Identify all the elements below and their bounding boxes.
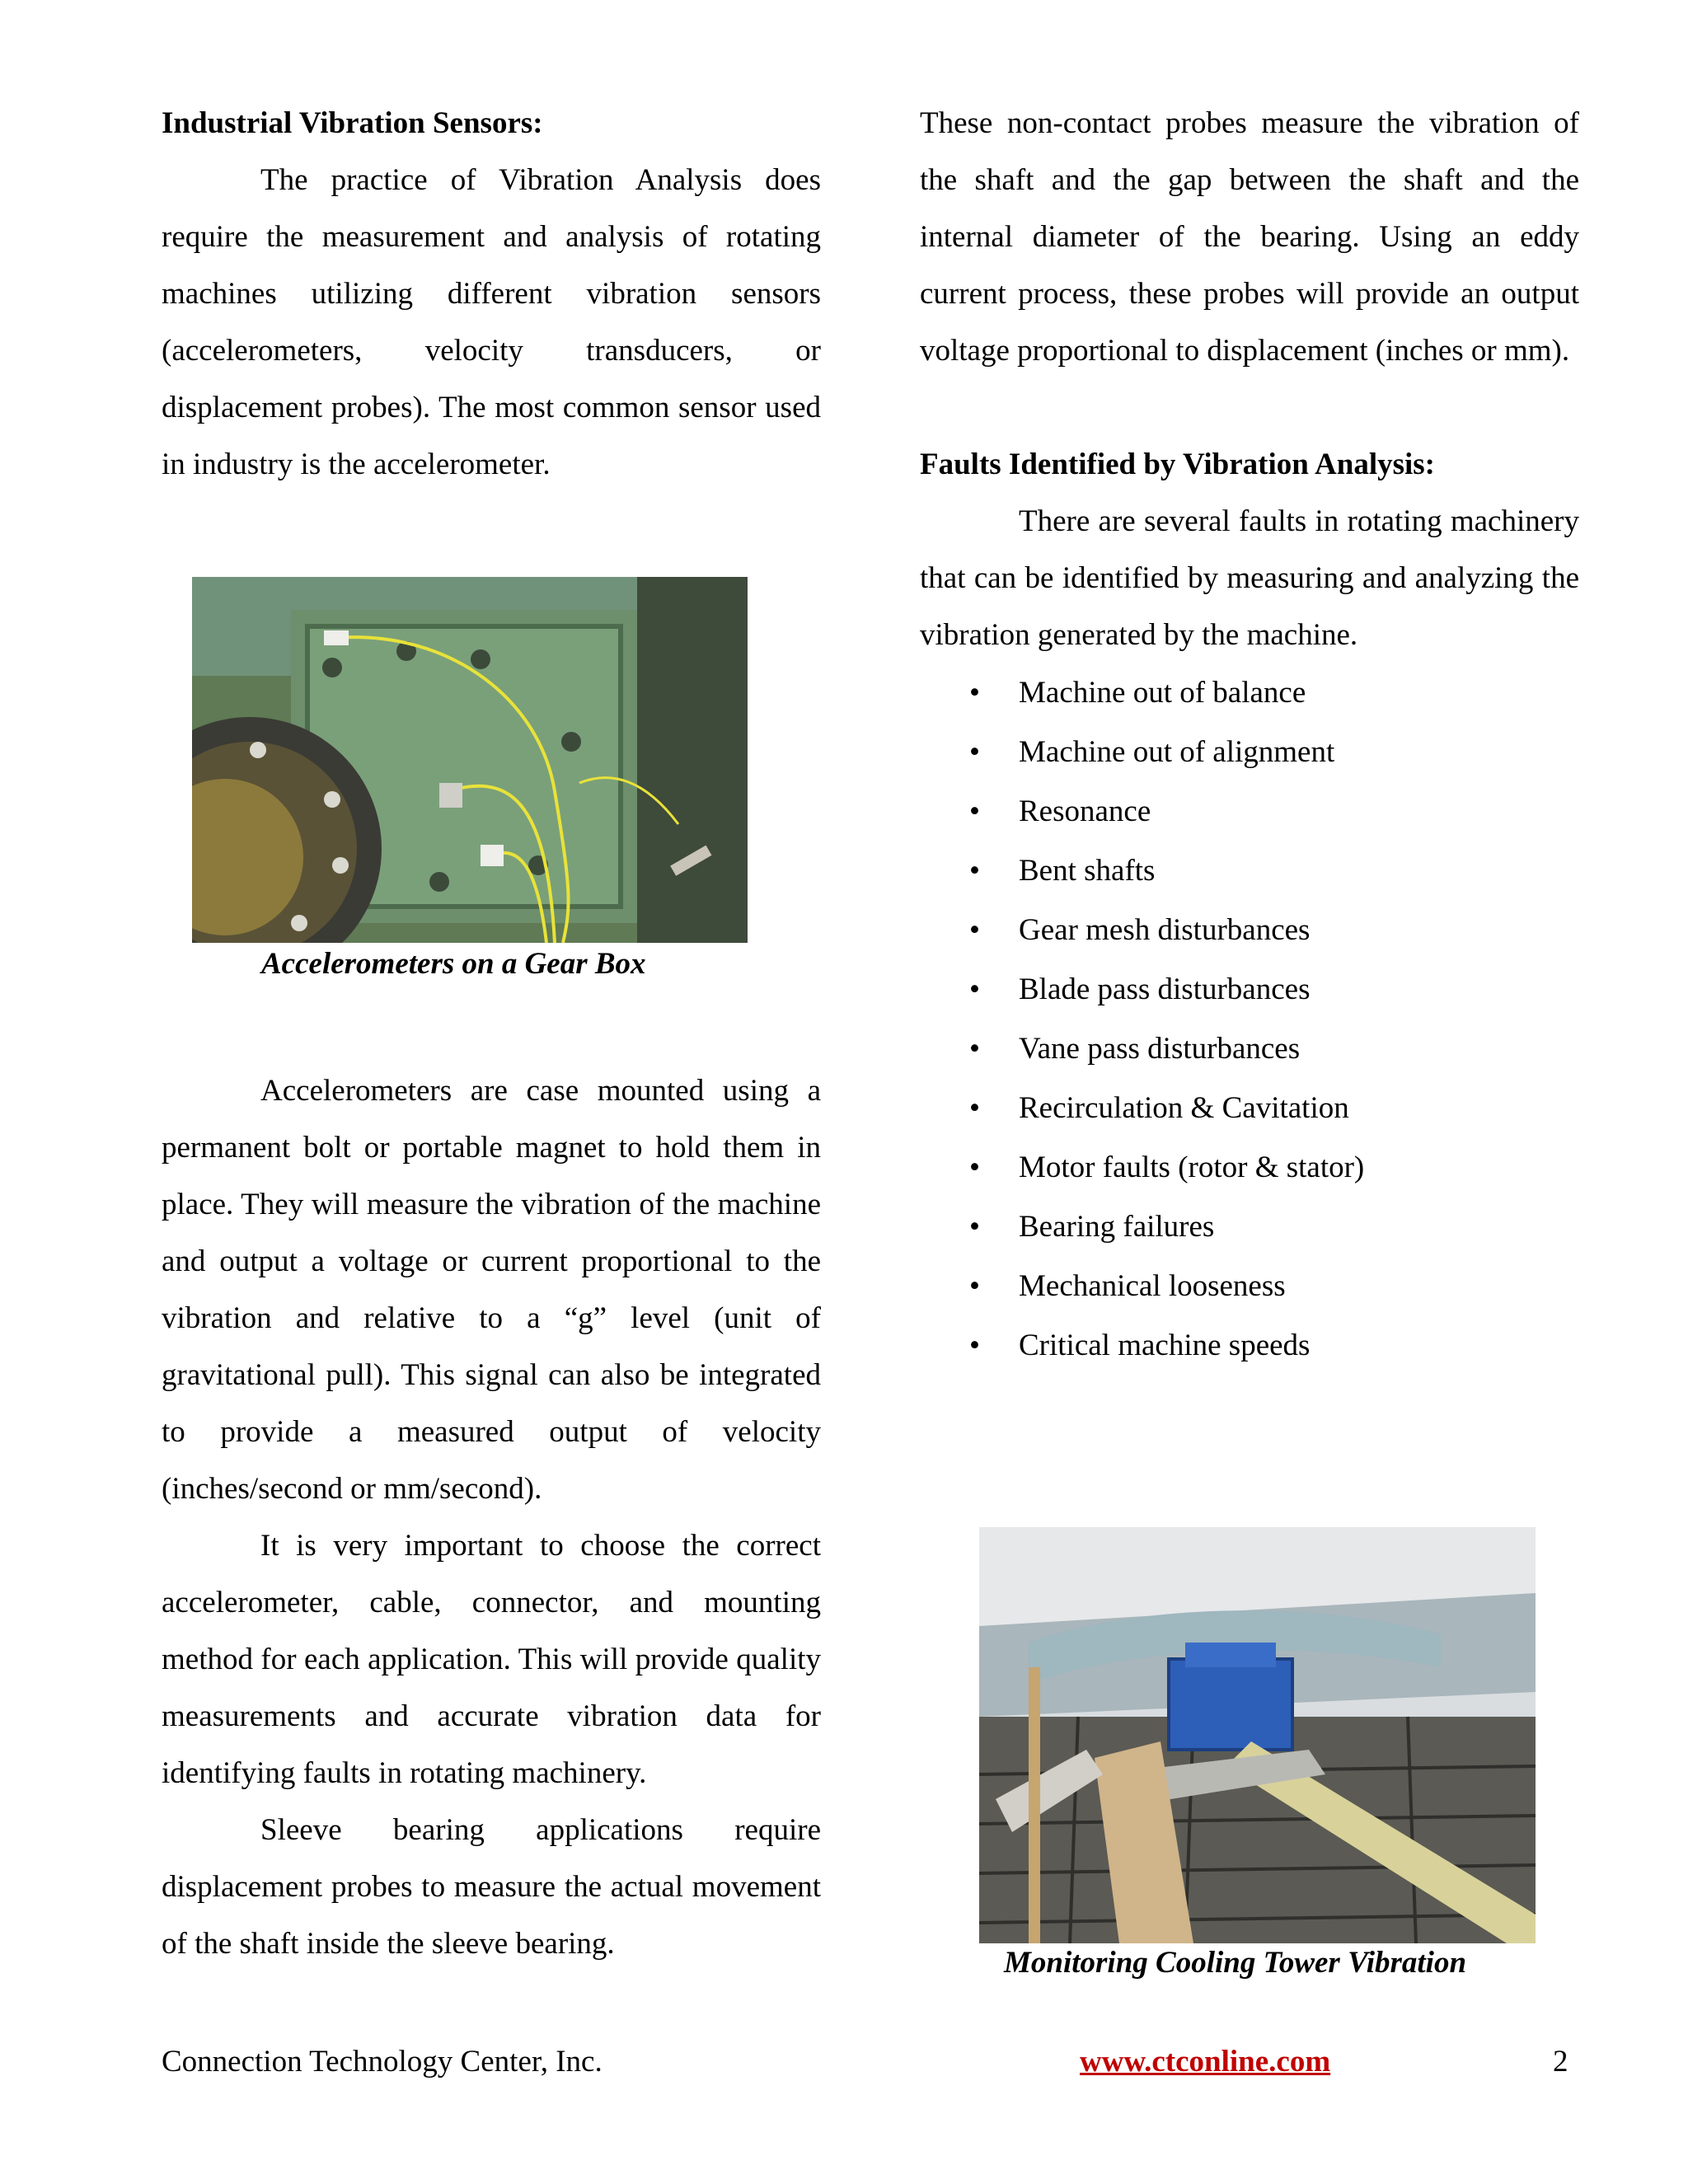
list-item: • Recirculation & Cavitation xyxy=(969,1079,1579,1138)
bullet-icon: • xyxy=(969,1269,980,1303)
list-item: • Motor faults (rotor & stator) xyxy=(969,1138,1579,1197)
list-item: • Mechanical looseness xyxy=(969,1257,1579,1316)
list-item: • Bearing failures xyxy=(969,1197,1579,1257)
page-number: 2 xyxy=(1553,2045,1568,2079)
bullet-icon: • xyxy=(969,794,980,828)
bullet-icon: • xyxy=(969,972,980,1006)
list-item: • Critical machine speeds xyxy=(969,1316,1579,1376)
bullet-icon: • xyxy=(969,1091,980,1125)
paragraph-sleeve-bearing: Sleeve bearing applications require displacement probes to measure the actual movement of the shaft inside the sleeve bearing. xyxy=(162,1813,821,1961)
paragraph-accelerometers: Accelerometers are case mounted using a permanent bolt or portable magnet to hold them in place. They will measure the vibration of the machine and output a voltage or current proportional to the vibration and relative to a “g” level (unit of gravitational pull). This signal can also be integrated to provide a measured output of velocity (inches/second or mm/second). xyxy=(162,1074,821,1506)
list-item: • Resonance xyxy=(969,782,1579,841)
bullet-icon: • xyxy=(969,735,980,769)
faults-list xyxy=(920,663,1579,1376)
list-item: • Machine out of alignment xyxy=(969,723,1579,782)
footer-website-link[interactable]: www.ctconline.com xyxy=(1080,2045,1331,2079)
gearbox-photo xyxy=(192,577,748,943)
list-item: • Vane pass disturbances xyxy=(969,1019,1579,1079)
right-column xyxy=(920,95,1579,1376)
bullet-icon: • xyxy=(969,676,980,710)
section-heading-sensors: Industrial Vibration Sensors: xyxy=(162,106,543,140)
paragraph-faults-intro: There are several faults in rotating machinery that can be identified by measuring and analyzing the vibration generated by the machine. xyxy=(920,504,1579,652)
list-item: • Bent shafts xyxy=(969,841,1579,901)
bullet-icon: • xyxy=(969,913,980,947)
figure1-caption: Accelerometers on a Gear Box xyxy=(261,947,646,981)
bullet-icon: • xyxy=(969,1032,980,1066)
paragraph-non-contact-probes: These non-contact probes measure the vibration of the shaft and the gap between the shaft and the internal diameter of the bearing. Using an eddy current process, these probes will provide an output voltage proportional to displacement (inches or mm). xyxy=(920,106,1579,368)
bullet-icon: • xyxy=(969,1210,980,1244)
left-column-lower xyxy=(162,1062,821,1972)
bullet-icon: • xyxy=(969,1151,980,1184)
cooling-tower-photo xyxy=(979,1527,1536,1943)
bullet-icon: • xyxy=(969,1329,980,1362)
paragraph-choose-accelerometer: It is very important to choose the correct accelerometer, cable, connector, and mounting method for each application. This will provide quality measurements and accurate vibration data for identifying faults in rotating machinery. xyxy=(162,1529,821,1790)
bullet-icon: • xyxy=(969,854,980,888)
list-item: • Gear mesh disturbances xyxy=(969,901,1579,960)
section-heading-faults: Faults Identified by Vibration Analysis: xyxy=(920,448,1436,481)
list-item: • Blade pass disturbances xyxy=(969,960,1579,1019)
figure2-caption: Monitoring Cooling Tower Vibration xyxy=(1004,1946,1467,1980)
footer-company: Connection Technology Center, Inc. xyxy=(162,2045,603,2079)
paragraph-vibration-analysis: The practice of Vibration Analysis does require the measurement and analysis of rotating machines utilizing different vibration sensors (accelerometers, velocity transducers, or displacement probes). The most common sensor used in industry is the accelerometer. xyxy=(162,163,821,481)
left-column xyxy=(162,95,821,493)
list-item: • Machine out of balance xyxy=(969,663,1579,723)
